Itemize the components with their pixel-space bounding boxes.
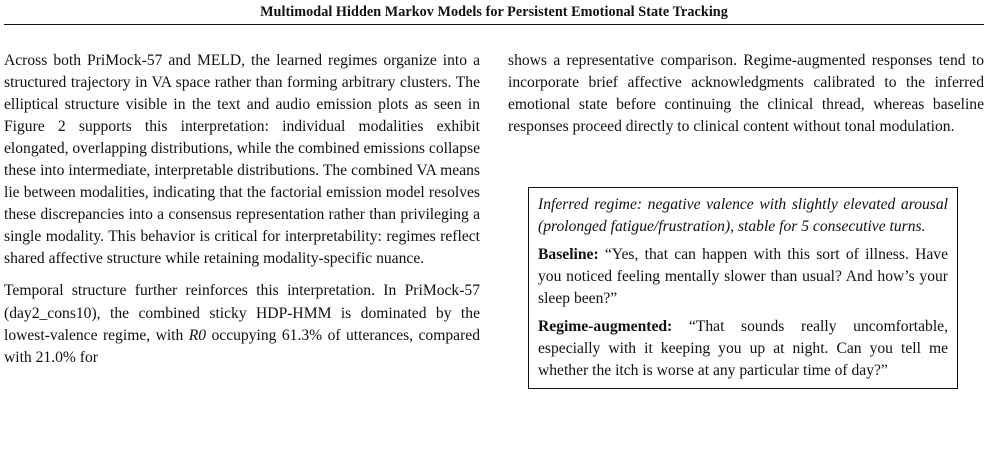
left-column xyxy=(4,50,480,379)
left-paragraph-2-end: occupying 61.3% of utterances, compared with 21.0% for xyxy=(4,326,480,366)
left-paragraph-1: Across both PriMock-57 and MELD, the learned regimes organize into a structured trajectory in VA space rather than forming arbitrary clusters. The elliptical structure visible in the text and audio emission plots as seen in Figure 2 supports this interpretation: individual modalities exhibit elongated, overlapping distributions, while the combined emissions collapse these into intermediate, interpretable distributions. The combined VA means lie between modalities, indicating that the factorial emission model resolves these discrepancies into a consensus representation rather than privileging a single modality. This behavior is critical for interpretability: regimes reflect shared affective structure while retaining modality-specific nuance. xyxy=(4,52,480,268)
right-column xyxy=(508,50,984,148)
baseline-response xyxy=(538,244,948,310)
augmented-response xyxy=(538,316,948,382)
left-paragraph-2-start: Temporal structure further reinforces this interpretation. In PriMock-57 (day2_cons10), the combined sticky HDP-HMM is dominated by the lowest-valence regime, with xyxy=(4,282,480,344)
baseline-label: Baseline: xyxy=(538,246,599,264)
example-box xyxy=(528,187,958,389)
left-paragraph-2 xyxy=(4,280,480,368)
right-paragraph-1: shows a representative comparison. Regime-augmented responses tend to incorporate brief affective acknowledgments calibrated to the inferred emotional state before continuing the clinical thread, whereas baseline responses proceed directly to clinical content without tonal modulation. xyxy=(508,52,984,136)
augmented-label: Regime-augmented: xyxy=(538,318,673,336)
augmented-text: “That sounds really uncomfortable, especially with it keeping you up at night. Can you tell me whether the itch is worse at any particular time of day?” xyxy=(538,318,948,380)
running-header: Multimodal Hidden Markov Models for Persistent Emotional State Tracking xyxy=(260,4,728,20)
inferred-regime-text: Inferred regime: negative valence with slightly elevated arousal (prolonged fatigue/frustration), stable for 5 consecutive turns. xyxy=(538,196,948,236)
math-r0: R0 xyxy=(188,326,207,344)
baseline-text: “Yes, that can happen with this sort of illness. Have you noticed feeling mentally slower than usual? And how’s your sleep been?” xyxy=(538,246,948,308)
header-rule xyxy=(4,24,984,25)
